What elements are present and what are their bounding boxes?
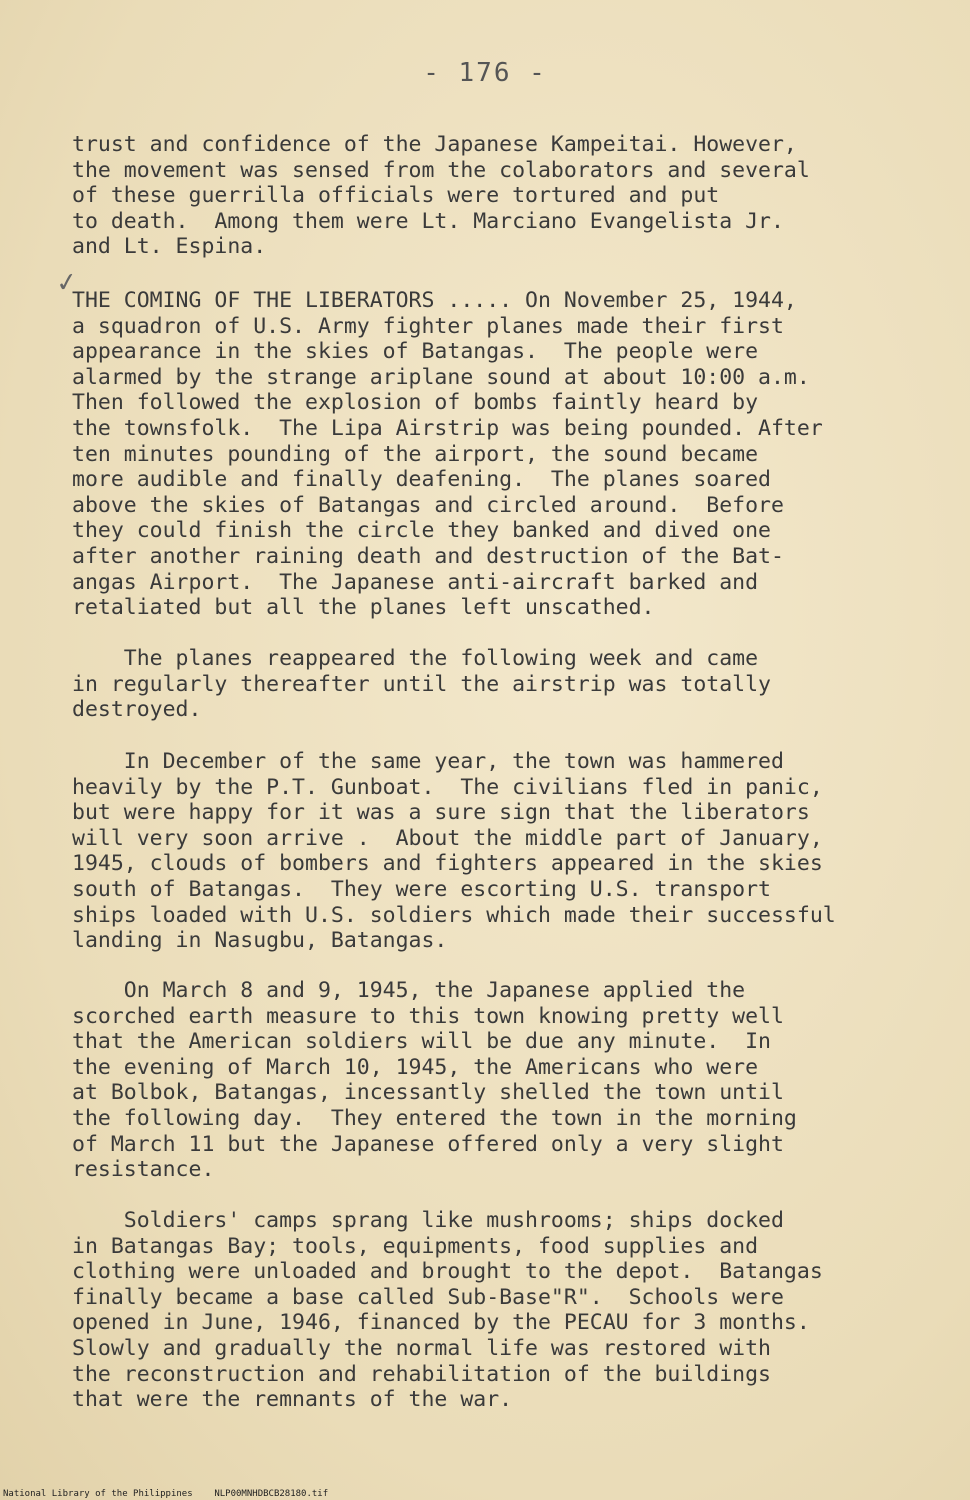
page-number: - 176 - — [423, 58, 547, 88]
text-line: in Batangas Bay; tools, equipments, food supplies and — [72, 1233, 759, 1259]
text-line: to death. Among them were Lt. Marciano Evangelista Jr. — [72, 208, 784, 234]
text-line: the townsfolk. The Lipa Airstrip was being pounded. After — [72, 415, 823, 441]
text-line: 1945, clouds of bombers and fighters appeared in the skies — [72, 851, 823, 877]
text-line: appearance in the skies of Batangas. The people were — [72, 339, 759, 365]
text-line: ships loaded with U.S. soldiers which made their successful — [72, 902, 836, 928]
text-line: Then followed the explosion of bombs faintly heard by — [72, 390, 759, 416]
paragraph-2 — [72, 646, 771, 723]
check-mark: ✓ — [54, 266, 80, 300]
text-line: more audible and finally deafening. The planes soared — [72, 467, 771, 493]
text-line: scorched earth measure to this town knowing pretty well — [72, 1003, 784, 1029]
footer-source: National Library of the Philippines — [3, 1489, 193, 1499]
text-line: the reconstruction and rehabilitation of the buildings — [72, 1361, 771, 1387]
text-line: south of Batangas. They were escorting U.S. transport — [72, 876, 771, 902]
text-line: Slowly and gradually the normal life was restored with — [72, 1335, 771, 1361]
paragraph-1 — [72, 288, 823, 621]
text-line: clothing were unloaded and brought to the depot. Batangas — [72, 1259, 823, 1285]
paragraph-5 — [72, 1208, 823, 1413]
text-line: after another raining death and destruction of the Bat- — [72, 543, 784, 569]
text-line: the following day. They entered the town in the morning — [72, 1105, 797, 1131]
text-line: destroyed. — [72, 697, 202, 723]
text-line: of March 11 but the Japanese offered only a very slight — [72, 1131, 784, 1157]
text-line: that were the remnants of the war. — [72, 1387, 513, 1413]
text-line: above the skies of Batangas and circled around. Before — [72, 492, 784, 518]
text-line: resistance. — [72, 1157, 215, 1183]
text-line: ten minutes pounding of the airport, the sound became — [72, 441, 759, 467]
text-line: finally became a base called Sub-Base"R". Schools were — [72, 1284, 784, 1310]
text-line: trust and confidence of the Japanese Kampeitai. However, — [72, 132, 797, 157]
text-line: landing in Nasugbu, Batangas. — [72, 928, 448, 954]
text-line: angas Airport. The Japanese anti-aircraft barked and — [72, 569, 759, 595]
text-line: THE COMING OF THE LIBERATORS ..... On November 25, 1944, — [72, 288, 797, 313]
text-line: in regularly thereafter until the airstrip was totally — [72, 671, 771, 697]
text-line: at Bolbok, Batangas, incessantly shelled the town until — [72, 1080, 784, 1106]
paragraph-4 — [72, 978, 797, 1183]
footer — [3, 1489, 328, 1499]
text-line: retaliated but all the planes left unscathed. — [72, 595, 655, 621]
text-line: of these guerrilla officials were tortured and put — [72, 183, 720, 209]
paragraph-3 — [72, 749, 836, 954]
text-line: will very soon arrive . About the middle part of January, — [72, 825, 823, 851]
text-line: they could finish the circle they banked and dived one — [72, 518, 771, 544]
text-line: a squadron of U.S. Army fighter planes made their first — [72, 313, 784, 339]
text-line: heavily by the P.T. Gunboat. The civilians fled in panic, — [72, 774, 823, 800]
text-line: opened in June, 1946, financed by the PECAU for 3 months. — [72, 1310, 810, 1336]
text-line: In December of the same year, the town was hammered — [72, 749, 784, 774]
text-line: On March 8 and 9, 1945, the Japanese applied the — [72, 978, 746, 1003]
footer-file: NLP00MNHDBCB28180.tif — [214, 1489, 329, 1499]
text-line: that the American soldiers will be due any minute. In — [72, 1029, 771, 1055]
text-line: but were happy for it was a sure sign that the liberators — [72, 800, 810, 826]
text-line: the evening of March 10, 1945, the Americans who were — [72, 1054, 759, 1080]
text-line: the movement was sensed from the colaborators and several — [72, 157, 810, 183]
text-line: and Lt. Espina. — [72, 234, 267, 260]
text-line: Soldiers' camps sprang like mushrooms; ships docked — [72, 1208, 784, 1233]
text-line: The planes reappeared the following week and came — [72, 646, 759, 671]
text-line: alarmed by the strange ariplane sound at about 10:00 a.m. — [72, 364, 810, 390]
paragraph-0 — [72, 132, 810, 260]
